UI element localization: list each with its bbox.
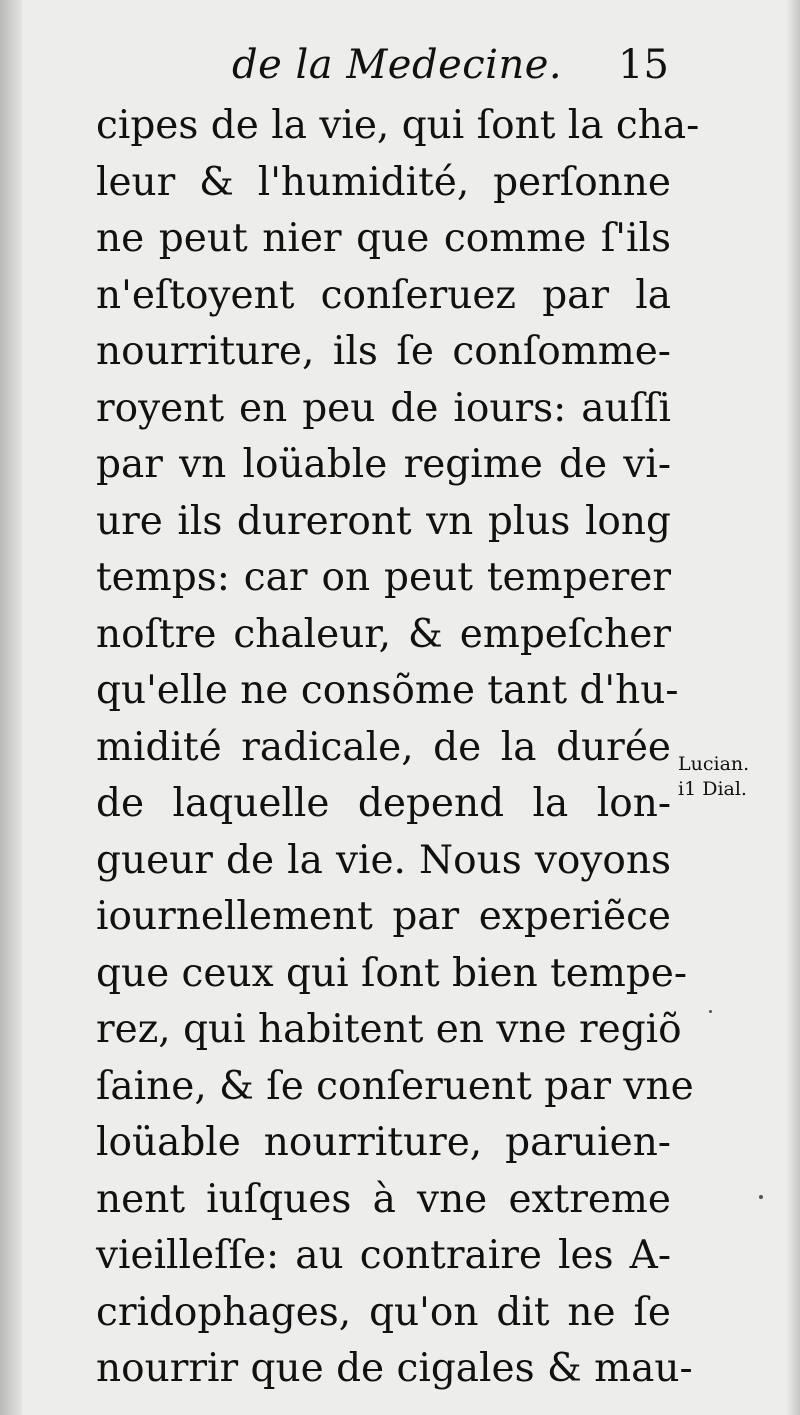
paper-speck [709,1010,712,1013]
page-number: 15 [618,42,669,88]
text-line: ne peut nier que comme ſ'ils [96,216,671,261]
text-line: loüable nourriture, paruien- [96,1120,671,1165]
running-title: de la Medecine. [232,42,563,88]
text-line: que ceux qui ſont bien tempe- [96,950,688,996]
text-line: royent en peu de iours: auſſi [96,385,671,431]
text-line: ſaine, & ſe conſeruent par vne [96,1063,694,1109]
text-line: gueur de la vie. Nous voyons [96,837,671,883]
margin-note-line: Lucian. [678,753,750,775]
text-line: n'eſtoyent conſeruez par la [96,272,671,318]
text-line: ure ils dureront vn plus long [96,498,671,544]
margin-note-line: i1 Dial. [678,778,747,800]
text-line: rez, qui habitent en vne regiõ [96,1007,682,1052]
page-gutter-shadow [0,0,22,1415]
text-line: leur & l'humidité, perſonne [96,159,671,205]
text-line: noſtre chaleur, & empeſcher [96,611,671,657]
margin-note [678,752,778,802]
text-line: nourriture, ils ſe conſomme- [96,329,671,374]
text-line: cridophages, qu'on dit ne ſe [96,1289,671,1335]
text-line: de laquelle depend la lon- [96,781,671,826]
text-line: par vn loüable regime de vi- [96,442,671,487]
text-line: temps: car on peut temperer [96,555,671,600]
text-line: qu'elle ne consõme tant d'hu- [96,668,679,713]
body-text [96,98,700,1398]
text-line: nourrir que de cigales & mau- [96,1346,693,1391]
text-line: midité radicale, de la durée [96,724,671,770]
text-line: iournellement par experiẽce [96,894,671,939]
text-line: vieilleſſe: au contraire les A- [96,1233,671,1278]
text-line: nent iuſques à vne extreme [96,1176,671,1222]
paper-speck [759,1195,763,1199]
text-line: cipes de la vie, qui ſont la cha- [96,103,700,148]
running-head [100,38,670,102]
page-edge-shadow [786,0,800,1415]
